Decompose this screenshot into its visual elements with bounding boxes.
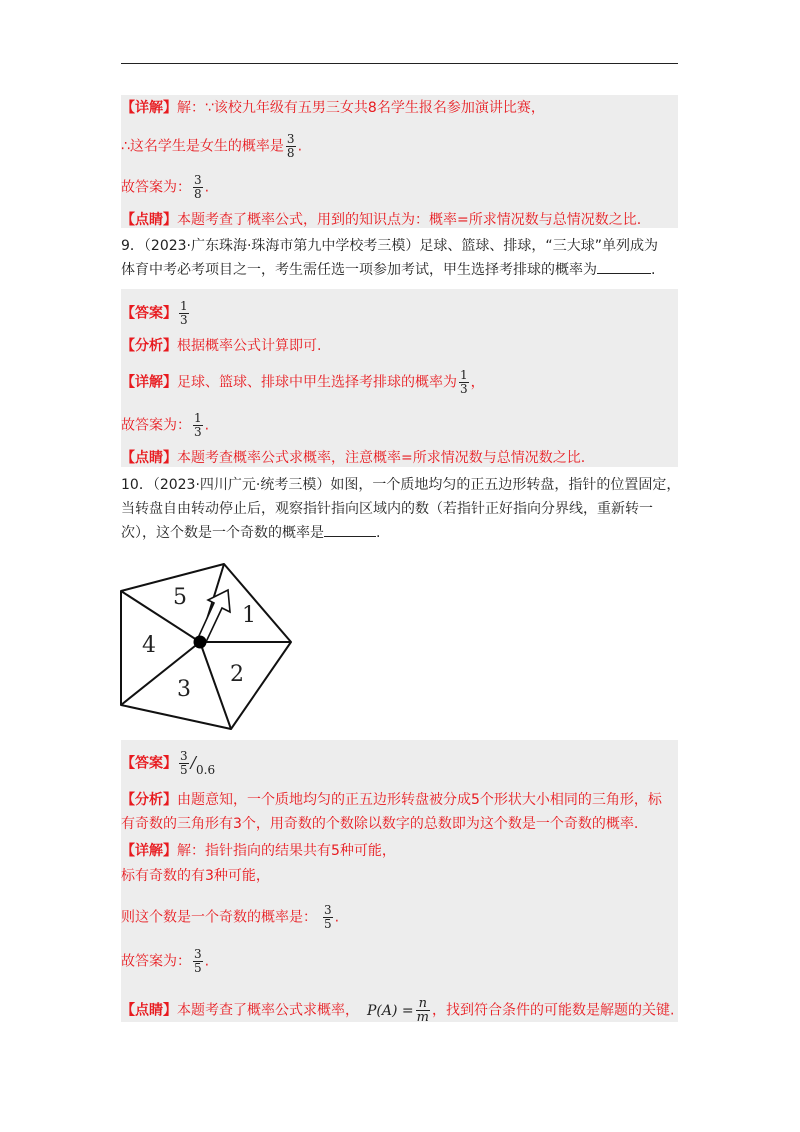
fraction-numerator: 1: [460, 368, 468, 382]
detail-text: 解：指针指向的结果共有5种可能，: [177, 843, 396, 859]
fraction-numerator: 3: [286, 132, 295, 146]
fraction: [193, 412, 203, 439]
answer-prefix: 故答案为：: [121, 417, 191, 434]
divider-line: [200, 642, 231, 729]
pointer-arrow: [198, 590, 230, 642]
fraction-denominator: 8: [194, 187, 202, 201]
answer-tag: 【答案】: [121, 755, 177, 772]
q10-detail-line-3: [121, 904, 339, 931]
q9-final-answer-line: [121, 412, 209, 439]
fraction: [179, 750, 189, 777]
answer-decimal: 0.6: [196, 762, 216, 777]
comment-tag: 【点睛】: [121, 1002, 177, 1019]
answer-blank: [597, 258, 651, 274]
divider-line: [121, 591, 200, 642]
comment-suffix: ，找到符合条件的可能数是解题的关键.: [431, 1002, 675, 1019]
sector-label-5: 5: [173, 585, 187, 610]
detail-text: 足球、篮球、排球中甲生选择考排球的概率为: [177, 374, 457, 391]
fraction-denominator: 5: [324, 917, 332, 931]
answer-prefix: 故答案为：: [121, 179, 191, 196]
comment-text: 本题考查了概率公式，用到的知识点为：概率=所求情况数与总情况数之比.: [177, 212, 642, 228]
fraction-numerator: n: [416, 997, 430, 1011]
question-line: [121, 521, 681, 545]
fraction-numerator: 1: [180, 299, 188, 313]
question-line: 9．（2023·广东珠海·珠海市第九中学校考三模）足球、篮球、排球，“三大球”单列成为: [121, 238, 658, 254]
sector-label-4: 4: [142, 633, 156, 658]
q9-comment-line: [121, 448, 585, 468]
sector-label-3: 3: [177, 677, 191, 702]
formula-fraction: [416, 997, 430, 1024]
fraction: [193, 174, 203, 201]
answer-end: .: [204, 953, 210, 970]
q9-detail-line: [121, 369, 485, 396]
question-line: 当转盘自由转动停止后，观察指针指向区域内的数（若指针正好指向分界线，重新转一: [121, 501, 653, 517]
sector-label-2: 2: [230, 662, 244, 687]
q10-analysis-line-2: 有奇数的三角形有3个，用奇数的个数除以数字的总数即为这个数是一个奇数的概率.: [121, 816, 639, 832]
analysis-text: 根据概率公式计算即可.: [177, 338, 322, 354]
detail-tag: 【详解】: [121, 374, 177, 391]
q10-final-answer-line: [121, 948, 209, 975]
answer-blank: [324, 521, 376, 537]
q8-comment-line: [121, 210, 641, 230]
prob-prefix: ∴这名学生是女生的概率是: [121, 138, 284, 155]
comment-tag: 【点睛】: [121, 450, 177, 466]
fraction-denominator: m: [416, 1010, 429, 1025]
q8-prob-line: [121, 133, 302, 160]
question-10: [121, 473, 681, 545]
formula-lhs: P(A) =: [367, 1002, 414, 1019]
detail-end: ，: [470, 374, 485, 391]
comment-tag: 【点睛】: [121, 212, 177, 228]
detail-tag: 【详解】: [121, 100, 177, 116]
q10-detail-line-1: [121, 841, 396, 861]
answer-tag: 【答案】: [121, 305, 177, 322]
fraction-denominator: 3: [194, 425, 202, 439]
answer-prefix: 故答案为：: [121, 953, 191, 970]
q10-analysis-line-1: [121, 788, 662, 812]
question-text: 次），这个数是一个奇数的概率是: [121, 525, 324, 541]
q9-analysis-line: [121, 336, 321, 356]
prob-end: .: [297, 138, 303, 155]
slash-separator: /: [190, 752, 197, 772]
fraction: [323, 904, 333, 931]
detail-text: 解：∵该校九年级有五男三女共8名学生报名参加演讲比赛，: [177, 100, 545, 116]
detail-end: .: [334, 909, 340, 926]
analysis-tag: 【分析】: [121, 792, 177, 808]
fraction-numerator: 3: [194, 947, 202, 961]
question-9: [121, 234, 681, 282]
question-end: .: [376, 525, 381, 541]
question-line: 10．（2023·四川广元·统考三模）如图，一个质地均匀的正五边形转盘，指针的位置固定，: [121, 477, 681, 493]
fraction-numerator: 3: [324, 903, 332, 917]
comment-prefix: 本题考查了概率公式求概率，: [177, 1002, 359, 1019]
fraction: [193, 948, 203, 975]
fraction-denominator: 3: [180, 313, 188, 327]
fraction-numerator: 3: [180, 749, 188, 763]
question-text: 体育中考必考项目之一，考生需任选一项参加考试，甲生选择考排球的概率为: [121, 262, 597, 278]
sector-label-1: 1: [242, 603, 256, 628]
header-rule: [121, 63, 678, 64]
q8-answer-line: [121, 174, 209, 201]
answer-end: .: [204, 417, 210, 434]
question-line: [121, 258, 681, 282]
analysis-text: 由题意知，一个质地均匀的正五边形转盘被分成5个形状大小相同的三角形，标: [177, 792, 662, 808]
q10-detail-line-2: 标有奇数的有3种可能，: [121, 868, 270, 884]
detail-tag: 【详解】: [121, 843, 177, 859]
comment-text: 本题考查概率公式求概率，注意概率=所求情况数与总情况数之比.: [177, 450, 586, 466]
q10-comment-line: [121, 997, 674, 1024]
fraction-denominator: 8: [286, 146, 295, 160]
spinner-center-dot: [194, 636, 207, 649]
answer-end: .: [204, 179, 210, 196]
question-end: .: [651, 262, 656, 278]
fraction: [286, 133, 296, 160]
fraction-numerator: 3: [194, 173, 202, 187]
fraction: [459, 369, 469, 396]
q8-detail-line: [121, 98, 545, 118]
analysis-tag: 【分析】: [121, 338, 177, 354]
fraction-denominator: 3: [460, 382, 468, 396]
q9-answer-line: [121, 300, 191, 327]
fraction: [179, 300, 189, 327]
fraction-denominator: 5: [194, 961, 202, 975]
fraction-denominator: 5: [180, 763, 188, 777]
q10-answer-line: [121, 750, 215, 777]
detail-text: 则这个数是一个奇数的概率是：: [121, 909, 317, 926]
fraction-numerator: 1: [194, 411, 202, 425]
pentagon-spinner-figure: [118, 562, 298, 732]
